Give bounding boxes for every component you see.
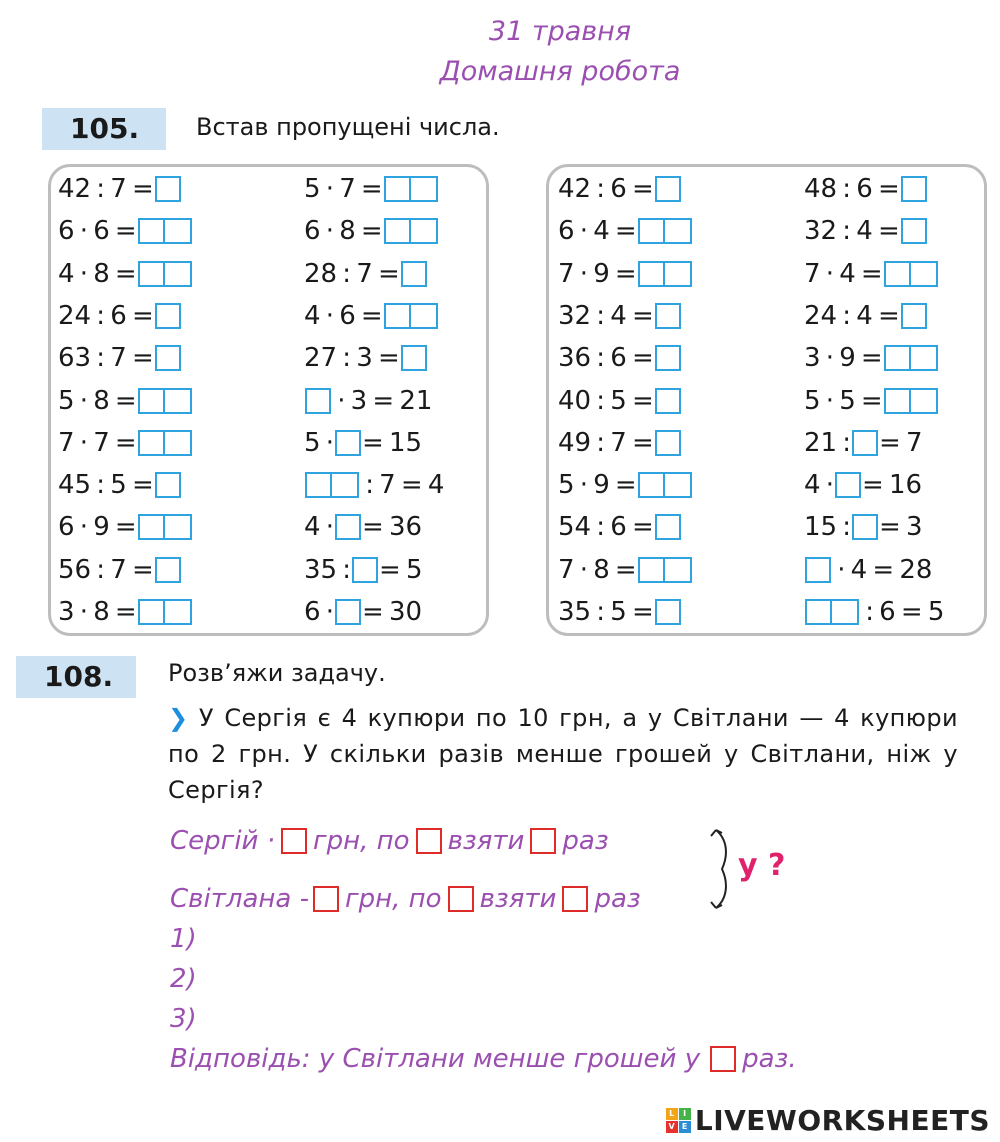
equation-left-col2-10 xyxy=(304,553,423,587)
answer-box[interactable] xyxy=(655,388,681,414)
equation-right-col1-10 xyxy=(558,553,693,587)
answer-box[interactable] xyxy=(335,514,361,540)
logo-square: E xyxy=(679,1121,691,1133)
answer-box[interactable] xyxy=(138,388,192,414)
svitlana-grn-label: грн, по xyxy=(344,884,442,914)
serhii-label: Сергій · xyxy=(170,826,275,856)
equation-left-col2-5 xyxy=(304,341,428,375)
logo-icon xyxy=(666,1108,691,1133)
answer-box[interactable] xyxy=(884,345,938,371)
logo-square: L xyxy=(666,1108,678,1120)
equation-text: 4 · xyxy=(304,512,334,543)
answer-suffix: раз. xyxy=(742,1044,797,1074)
equation-text: 40 : 5 = xyxy=(558,385,654,416)
equation-text: : 6 = 5 xyxy=(860,597,945,627)
equation-text: 6 · xyxy=(304,597,334,627)
equation-text: = 16 xyxy=(862,470,923,501)
answer-box[interactable] xyxy=(852,514,878,540)
answer-box[interactable] xyxy=(384,176,438,202)
equation-left-col2-1 xyxy=(304,172,439,206)
answer-line xyxy=(170,1044,797,1074)
logo-square: I xyxy=(679,1108,691,1120)
solution-line-svitlana xyxy=(170,884,641,914)
step-3: 3) xyxy=(170,1004,197,1034)
svitlana-label: Світлана - xyxy=(170,884,309,914)
answer-box[interactable] xyxy=(352,557,378,583)
equation-left-col1-8 xyxy=(58,468,182,502)
equation-right-col2-8 xyxy=(804,468,922,502)
equation-text: 42 : 6 = xyxy=(558,174,654,204)
equation-text: 5 · 7 = xyxy=(304,174,383,204)
equation-text: 54 : 6 = xyxy=(558,512,654,543)
equation-text: 4 · 8 = xyxy=(58,258,137,289)
serhii-po-input[interactable] xyxy=(416,828,442,854)
svitlana-vziaty-label: взяти xyxy=(479,884,557,914)
equation-right-col2-5 xyxy=(804,341,939,375)
arrow-icon: ❯ xyxy=(168,704,189,732)
equation-text: 5 · 5 = xyxy=(804,385,883,416)
equation-right-col1-3 xyxy=(558,257,693,291)
equation-text: 21 : xyxy=(804,427,852,458)
equation-right-col2-7 xyxy=(804,426,923,460)
serhii-vziaty-label: взяти xyxy=(447,826,525,856)
problem-statement: У Сергія є 4 купюри по 10 грн, а у Світлани — 4 купюри по 2 грн. У скільки разів менше грошей у Світлани, ніж у Сергія? xyxy=(168,704,959,804)
answer-box[interactable] xyxy=(305,472,359,498)
equation-left-col1-1 xyxy=(58,172,182,206)
brace-arrow-icon xyxy=(710,826,740,912)
answer-box[interactable] xyxy=(384,218,438,244)
answer-box[interactable] xyxy=(901,176,927,202)
answer-box[interactable] xyxy=(655,599,681,625)
svitlana-raz-label: раз xyxy=(594,884,641,914)
equation-text: 48 : 6 = xyxy=(804,174,900,204)
answer-box[interactable] xyxy=(884,388,938,414)
svitlana-po-input[interactable] xyxy=(448,886,474,912)
equation-text: 45 : 5 = xyxy=(58,470,154,501)
equation-right-col1-8 xyxy=(558,468,693,502)
equation-text: 35 : xyxy=(304,554,352,585)
equation-text: 27 : 3 = xyxy=(304,343,400,374)
equation-text: 5 · 9 = xyxy=(558,470,637,501)
answer-box[interactable] xyxy=(901,218,927,244)
equation-text: 6 · 6 = xyxy=(58,216,137,247)
equation-left-col1-4 xyxy=(58,299,182,333)
equation-left-col1-5 xyxy=(58,341,182,375)
serhii-grn-label: грн, по xyxy=(312,826,410,856)
step-2: 2) xyxy=(170,964,197,994)
task-105-title: Встав пропущені числа. xyxy=(196,113,500,141)
answer-box[interactable] xyxy=(655,430,681,456)
answer-box[interactable] xyxy=(335,599,361,625)
equation-text: 7 · 8 = xyxy=(558,554,637,585)
equation-right-col2-6 xyxy=(804,384,939,418)
equation-text: : 7 = 4 xyxy=(360,470,445,501)
equation-text: 4 · xyxy=(804,470,834,501)
equation-text: 7 · 4 = xyxy=(804,258,883,289)
date-heading: 31 травня xyxy=(488,16,632,47)
equation-right-col1-4 xyxy=(558,299,682,333)
equation-text: 36 : 6 = xyxy=(558,343,654,374)
equation-left-col1-2 xyxy=(58,214,193,248)
equation-right-col1-7 xyxy=(558,426,682,460)
answer-box[interactable] xyxy=(138,261,192,287)
answer-box[interactable] xyxy=(384,303,438,329)
equation-left-col2-4 xyxy=(304,299,439,333)
equation-text: 63 : 7 = xyxy=(58,343,154,374)
equation-text: 5 · 8 = xyxy=(58,385,137,416)
answer-box[interactable] xyxy=(655,176,681,202)
equation-text: 42 : 7 = xyxy=(58,174,154,204)
answer-box[interactable] xyxy=(155,176,181,202)
task-105-number: 105. xyxy=(42,108,166,150)
equation-text: 3 · 8 = xyxy=(58,597,137,627)
equation-right-col2-3 xyxy=(804,257,939,291)
answer-box[interactable] xyxy=(335,430,361,456)
equation-text: 35 : 5 = xyxy=(558,597,654,627)
answer-box[interactable] xyxy=(805,557,831,583)
logo-square: V xyxy=(666,1121,678,1133)
answer-box[interactable] xyxy=(155,472,181,498)
equation-text: 7 · 9 = xyxy=(558,258,637,289)
equation-text: 32 : 4 = xyxy=(558,300,654,331)
equation-text: 28 : 7 = xyxy=(304,258,400,289)
homework-heading: Домашня робота xyxy=(439,56,681,87)
answer-box[interactable] xyxy=(638,261,692,287)
equation-text: 49 : 7 = xyxy=(558,427,654,458)
svitlana-amount-input[interactable] xyxy=(313,886,339,912)
answer-box[interactable] xyxy=(835,472,861,498)
answer-box[interactable] xyxy=(884,261,938,287)
equation-left-col1-6 xyxy=(58,384,193,418)
answer-box[interactable] xyxy=(155,303,181,329)
equation-text: 15 : xyxy=(804,512,852,543)
equation-left-col2-8 xyxy=(304,468,444,502)
equation-text: 56 : 7 = xyxy=(58,554,154,585)
equation-right-col2-10 xyxy=(804,553,932,587)
equation-text: 3 · 9 = xyxy=(804,343,883,374)
equation-right-col2-11 xyxy=(804,595,944,629)
equation-text: 6 · 8 = xyxy=(304,216,383,247)
equation-text: = 5 xyxy=(379,554,423,585)
answer-box[interactable] xyxy=(138,514,192,540)
equation-right-col2-9 xyxy=(804,510,923,544)
equation-right-col2-1 xyxy=(804,172,928,206)
answer-input[interactable] xyxy=(710,1046,736,1072)
equation-left-col2-3 xyxy=(304,257,428,291)
equation-text: · 3 = 21 xyxy=(332,385,433,416)
equation-text: = 7 xyxy=(879,427,923,458)
answer-box[interactable] xyxy=(401,345,427,371)
task-108-title: Розв’яжи задачу. xyxy=(168,659,386,687)
equation-left-col1-10 xyxy=(58,553,182,587)
equation-right-col1-1 xyxy=(558,172,682,206)
equation-left-col2-2 xyxy=(304,214,439,248)
task-108-number: 108. xyxy=(16,656,136,698)
equation-text: 24 : 6 = xyxy=(58,300,154,331)
equation-text: 4 · 6 = xyxy=(304,300,383,331)
equation-right-col1-11 xyxy=(558,595,682,629)
liveworksheets-logo xyxy=(666,1104,990,1137)
equation-right-col1-6 xyxy=(558,384,682,418)
equation-left-col2-7 xyxy=(304,426,422,460)
serhii-times-input[interactable] xyxy=(530,828,556,854)
equation-right-col2-4 xyxy=(804,299,928,333)
equation-text: · 4 = 28 xyxy=(832,554,933,585)
equation-right-col1-2 xyxy=(558,214,693,248)
equation-left-col2-11 xyxy=(304,595,422,629)
equation-text: 24 : 4 = xyxy=(804,300,900,331)
answer-box[interactable] xyxy=(638,472,692,498)
equation-left-col1-3 xyxy=(58,257,193,291)
equation-left-col1-7 xyxy=(58,426,193,460)
step-1: 1) xyxy=(170,924,197,954)
equation-text: 6 · 4 = xyxy=(558,216,637,247)
equation-left-col1-11 xyxy=(58,595,193,629)
serhii-amount-input[interactable] xyxy=(281,828,307,854)
equation-left-col1-9 xyxy=(58,510,193,544)
answer-box[interactable] xyxy=(638,557,692,583)
solution-line-serhii xyxy=(170,826,609,856)
equation-text: 32 : 4 = xyxy=(804,216,900,247)
equation-text: 7 · 7 = xyxy=(58,427,137,458)
equation-text: = 3 xyxy=(879,512,923,543)
svitlana-times-input[interactable] xyxy=(562,886,588,912)
equation-right-col1-5 xyxy=(558,341,682,375)
problem-text xyxy=(168,700,958,808)
equation-text: 5 · xyxy=(304,427,334,458)
equation-text: = 15 xyxy=(362,427,423,458)
question-mark-label: у ? xyxy=(738,848,786,883)
answer-box[interactable] xyxy=(655,345,681,371)
equation-text: = 30 xyxy=(362,597,423,627)
equation-text: = 36 xyxy=(362,512,423,543)
equation-left-col2-6 xyxy=(304,384,432,418)
answer-box[interactable] xyxy=(138,430,192,456)
answer-box[interactable] xyxy=(852,430,878,456)
answer-box[interactable] xyxy=(655,514,681,540)
equation-right-col1-9 xyxy=(558,510,682,544)
answer-box[interactable] xyxy=(805,599,859,625)
answer-box[interactable] xyxy=(401,261,427,287)
answer-box[interactable] xyxy=(305,388,331,414)
answer-box[interactable] xyxy=(901,303,927,329)
answer-box[interactable] xyxy=(655,303,681,329)
equation-text: 6 · 9 = xyxy=(58,512,137,543)
answer-box[interactable] xyxy=(138,218,192,244)
equation-right-col2-2 xyxy=(804,214,928,248)
answer-box[interactable] xyxy=(155,345,181,371)
answer-prefix: Відповідь: у Світлани менше грошей у xyxy=(170,1044,701,1074)
answer-box[interactable] xyxy=(638,218,692,244)
equation-left-col2-9 xyxy=(304,510,422,544)
answer-box[interactable] xyxy=(138,599,192,625)
logo-text: LIVEWORKSHEETS xyxy=(694,1104,990,1137)
answer-box[interactable] xyxy=(155,557,181,583)
serhii-raz-label: раз xyxy=(562,826,609,856)
